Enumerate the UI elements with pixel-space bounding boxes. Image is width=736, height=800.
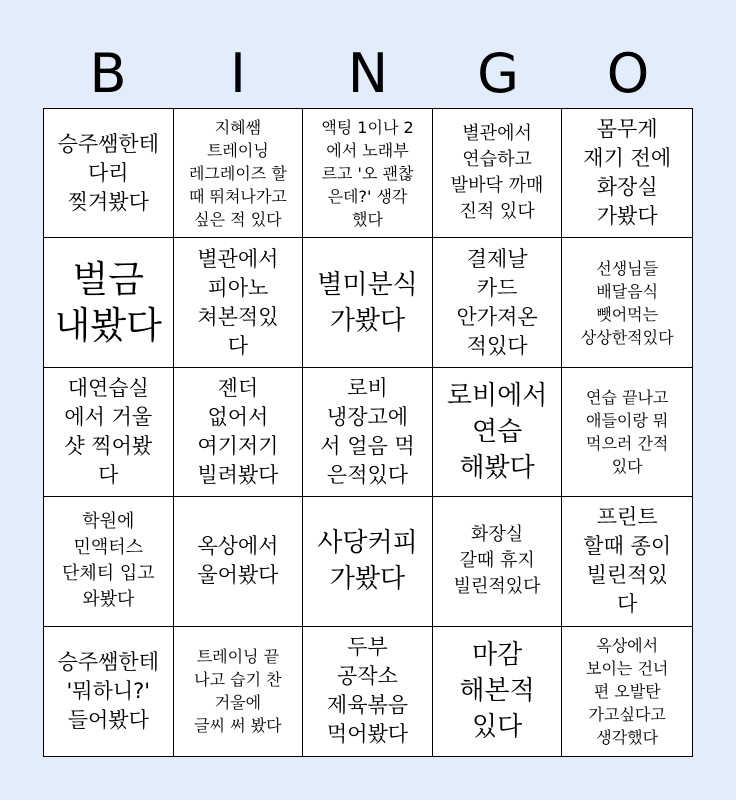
bingo-cell-line: 상상한적있다	[580, 327, 674, 347]
bingo-cell-line: 거울에	[214, 693, 262, 713]
bingo-cell-line: 다	[98, 462, 119, 487]
bingo-cell-line: 다	[227, 333, 249, 358]
bingo-cell-line: 민액터스	[73, 537, 144, 559]
bingo-cell-line: 나고 습기 찬	[194, 670, 282, 690]
bingo-cell-text	[320, 374, 415, 490]
bingo-cell-line: 때 뛰쳐나가고	[188, 186, 287, 206]
bingo-cell-line: 레그레이즈 할	[188, 163, 287, 183]
bingo-cell-line: 피아노	[207, 275, 269, 300]
bingo-cell[interactable]	[174, 109, 304, 238]
bingo-cell-text	[64, 374, 152, 490]
bingo-cell-text	[317, 525, 417, 597]
bingo-cell-line: 먹으러 간적	[586, 433, 669, 453]
bingo-cell-line: 별관에서	[197, 246, 279, 271]
bingo-cell-line: 옥상에서	[596, 635, 659, 655]
bingo-cell-text	[55, 257, 162, 349]
bingo-cell-line: 안가져온	[456, 304, 538, 329]
bingo-cell[interactable]	[303, 109, 433, 238]
bingo-cell-line: 갈때 휴지	[459, 550, 535, 572]
bingo-cell-line: 단체티 입고	[61, 563, 155, 585]
bingo-cell[interactable]	[44, 368, 174, 497]
bingo-cell[interactable]	[562, 368, 692, 497]
bingo-grid	[43, 108, 693, 757]
bingo-cell-line: 적있다	[466, 333, 528, 358]
bingo-cell-text	[586, 386, 668, 478]
bingo-cell-line: 은적있다	[326, 462, 409, 487]
bingo-cell-line: 냉장고에	[326, 404, 409, 429]
bingo-cell[interactable]	[303, 497, 433, 626]
bingo-cell[interactable]	[433, 497, 563, 626]
bingo-cell-line: 뺏어먹는	[596, 304, 659, 324]
bingo-cell[interactable]	[303, 627, 433, 756]
bingo-cell[interactable]	[562, 109, 692, 238]
bingo-cell-line: 연습 끝나고	[586, 387, 669, 407]
bingo-cell-line: 대연습실	[67, 375, 149, 400]
bingo-cell[interactable]	[174, 497, 304, 626]
bingo-cell-line: 가봤다	[329, 564, 406, 595]
bingo-cell-line: 몸무게	[596, 117, 658, 142]
bingo-cell[interactable]	[174, 238, 304, 367]
bingo-cell-line: 에서 거울	[64, 404, 153, 429]
bingo-cell-text	[321, 116, 413, 231]
bingo-cell-line: 결제날	[466, 246, 528, 271]
bingo-cell-line: '뭐하니?'	[66, 678, 151, 703]
bingo-cell-line: 트레이닝 끝	[196, 647, 280, 667]
bingo-cell-line: 다	[617, 592, 638, 617]
bingo-cell-line: 편 오발탄	[593, 681, 661, 701]
bingo-cell-line: 내봤다	[54, 303, 162, 347]
bingo-cell-line: 애들이랑 뭐	[586, 410, 669, 430]
bingo-cell-line: 진적 있다	[459, 201, 535, 223]
bingo-cell-line: 먹어봤다	[326, 722, 409, 747]
bingo-cell-text	[58, 130, 159, 217]
bingo-cell[interactable]	[562, 627, 692, 756]
bingo-cell-line: 다리	[88, 160, 129, 185]
bingo-cell-line: 발바닥 까매	[450, 175, 544, 197]
bingo-cell-line: 찢겨봤다	[67, 189, 149, 214]
bingo-cell-line: 가고싶다고	[588, 704, 666, 724]
bingo-cell-line: 와봤다	[82, 589, 135, 611]
bingo-cell[interactable]	[44, 497, 174, 626]
bingo-cell-line: 빌린적있	[586, 563, 668, 588]
bingo-cell-text	[317, 267, 417, 339]
bingo-cell[interactable]	[303, 368, 433, 497]
bingo-cell-line: 르고 '오 괜찮	[321, 163, 414, 183]
bingo-cell-line: 벌금	[72, 257, 145, 301]
bingo-cell[interactable]	[433, 109, 563, 238]
bingo-cell-line: 가봤다	[596, 204, 658, 229]
title-letter-n: N	[347, 42, 389, 105]
bingo-cell-line: 별관에서	[462, 123, 532, 145]
bingo-cell-line: 학원에	[82, 511, 135, 533]
bingo-cell-line: 지혜쌤	[214, 117, 262, 137]
bingo-cell-text	[194, 645, 281, 737]
bingo-cell-line: 할때 종이	[583, 534, 672, 559]
bingo-cell[interactable]	[433, 627, 563, 756]
bingo-cell-line: 에서 노래부	[326, 140, 409, 160]
bingo-cell[interactable]	[303, 238, 433, 367]
bingo-cell-text	[58, 648, 159, 735]
bingo-cell-line: 공작소	[337, 664, 398, 689]
bingo-cell-line: 승주쌤한테	[57, 649, 160, 674]
bingo-cell-text	[447, 378, 547, 486]
bingo-cell-line: 승주쌤한테	[57, 131, 160, 156]
bingo-cell-text	[583, 503, 671, 619]
bingo-cell-text	[197, 245, 278, 361]
bingo-cell-text	[457, 245, 538, 361]
bingo-cell-line: 젠더	[217, 375, 259, 400]
bingo-cell[interactable]	[433, 238, 563, 367]
bingo-cell-text	[62, 509, 155, 613]
bingo-cell-line: 액팅 1이나 2	[321, 117, 414, 137]
bingo-cell-line: 사당커피	[317, 528, 418, 559]
title-letter-o: O	[606, 42, 650, 105]
bingo-cell-line: 선생님들	[596, 258, 659, 278]
bingo-cell-line: 연습	[471, 416, 523, 447]
title-letter-b: B	[89, 42, 127, 105]
bingo-cell-line: 샷 찍어봤	[64, 433, 153, 458]
bingo-cell-line: 트레이닝	[206, 140, 269, 160]
bingo-cell-line: 여기저기	[197, 433, 279, 458]
bingo-cell-line: 빌려봤다	[197, 462, 279, 487]
bingo-cell-text	[454, 522, 541, 600]
bingo-cell-line: 배달음식	[596, 281, 659, 301]
bingo-cell[interactable]	[174, 627, 304, 756]
bingo-cell-text	[581, 257, 674, 349]
title-letter-g: G	[477, 42, 519, 105]
bingo-cell-line: 화장실	[596, 175, 658, 200]
bingo-cell[interactable]	[433, 368, 563, 497]
bingo-cell-line: 은데?' 생각	[327, 186, 408, 206]
bingo-cell-line: 들어봤다	[67, 707, 149, 732]
bingo-cell-line: 했다	[352, 209, 383, 229]
bingo-cell-line: 해봤다	[459, 452, 535, 483]
bingo-cell-line: 서 얼음 먹	[320, 433, 415, 458]
bingo-cell-line: 로비에서	[446, 380, 548, 411]
bingo-cell-text	[189, 116, 287, 231]
bingo-cell-line: 울어봤다	[197, 563, 279, 588]
bingo-cell-text	[197, 374, 278, 490]
bingo-cell-line: 생각했다	[596, 727, 659, 747]
bingo-cell-line: 해본적	[459, 676, 535, 707]
bingo-cell-line: 없어서	[207, 404, 269, 429]
bingo-cell-line: 로비	[347, 375, 388, 400]
bingo-cell-line: 보이는 건너	[586, 658, 669, 678]
bingo-title	[43, 44, 693, 104]
bingo-cell[interactable]	[174, 368, 304, 497]
bingo-cell-line: 재기 전에	[583, 146, 672, 171]
bingo-cell[interactable]	[44, 109, 174, 238]
bingo-cell-text	[327, 633, 408, 749]
bingo-cell-text	[459, 637, 534, 745]
bingo-cell-line: 빌린적있다	[453, 576, 541, 598]
bingo-cell-line: 카드	[476, 275, 518, 300]
bingo-cell-text	[583, 115, 671, 231]
bingo-cell-line: 제육볶음	[326, 693, 409, 718]
bingo-cell-line: 쳐본적있	[197, 304, 279, 329]
bingo-cell-line: 글씨 써 봤다	[194, 716, 282, 736]
bingo-cell-text	[197, 532, 278, 590]
bingo-cell-line: 두부	[347, 635, 388, 660]
bingo-cell-text	[451, 121, 544, 225]
bingo-cell-line: 있다	[611, 456, 643, 476]
bingo-cell-line: 화장실	[471, 524, 524, 546]
bingo-cell[interactable]	[562, 497, 692, 626]
bingo-cell-line: 가봤다	[329, 305, 406, 336]
bingo-cell-line: 프린트	[596, 505, 658, 530]
title-letter-i: I	[230, 42, 246, 105]
bingo-cell-line: 별미분식	[317, 269, 418, 300]
bingo-cell-text	[586, 634, 668, 749]
bingo-cell-line: 있다	[471, 712, 523, 743]
bingo-cell-line: 옥상에서	[197, 534, 279, 559]
bingo-cell[interactable]	[562, 238, 692, 367]
bingo-cell-line: 마감	[471, 640, 523, 671]
bingo-cell-line: 연습하고	[462, 149, 532, 171]
bingo-cell[interactable]	[44, 238, 174, 367]
bingo-cell[interactable]	[44, 627, 174, 756]
bingo-cell-line: 싶은 적 있다	[194, 209, 282, 229]
